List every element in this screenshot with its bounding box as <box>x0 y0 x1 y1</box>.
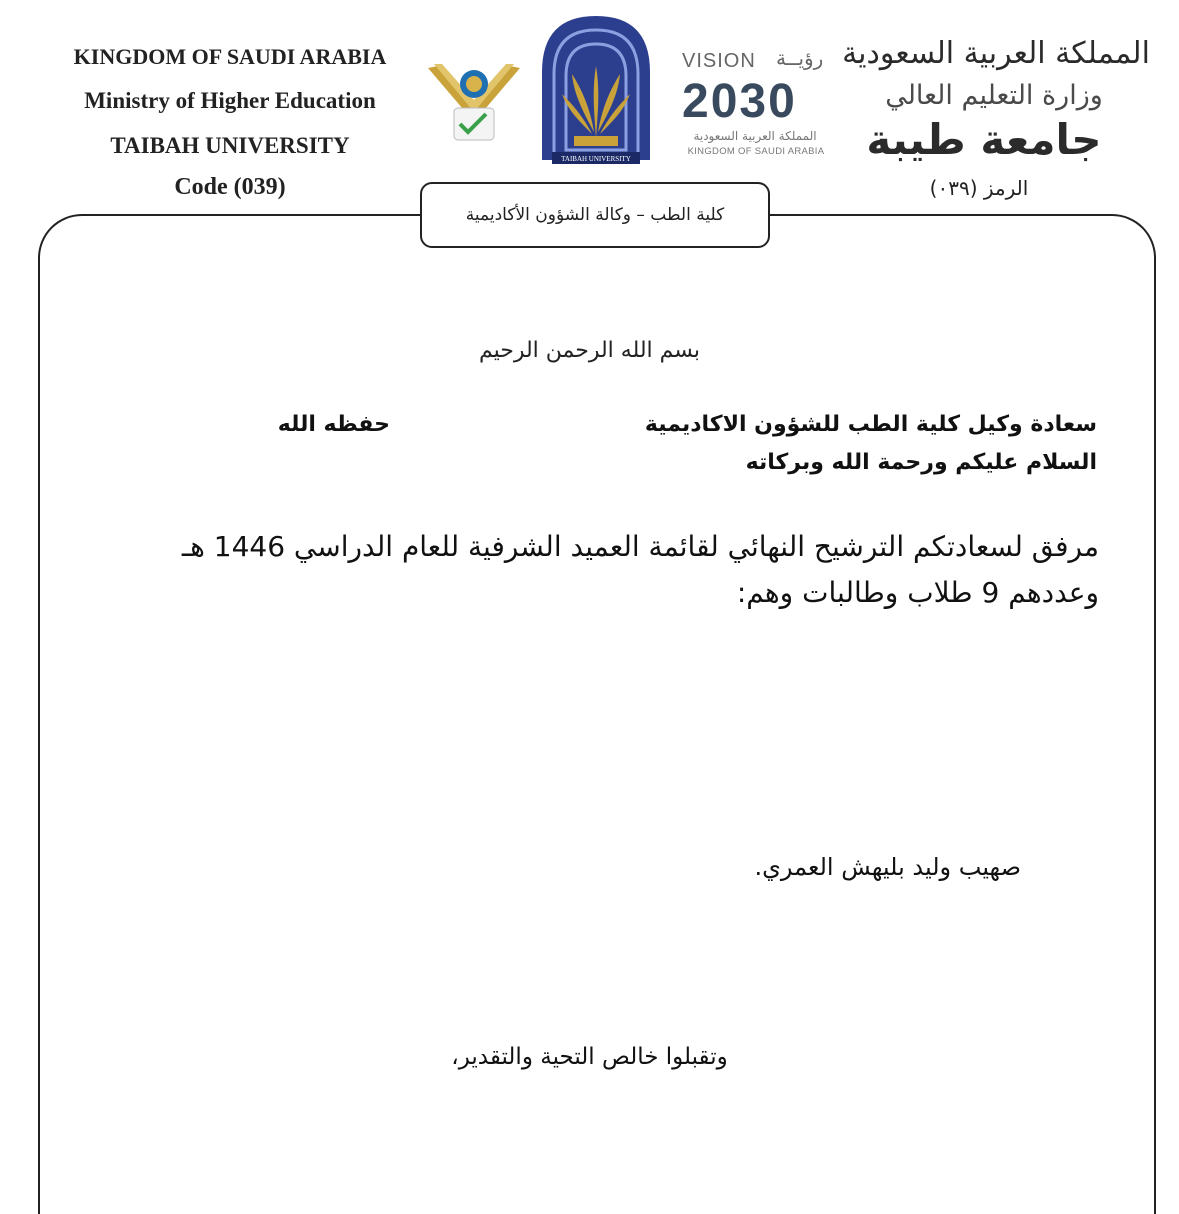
header-ar-kingdom: المملكة العربية السعودية <box>842 36 1150 71</box>
letter-closing: وتقبلوا خالص التحية والتقدير، <box>451 1044 728 1070</box>
letter-blessing: حفظه الله <box>277 412 390 437</box>
header-ar-code: الرمز (٠٣٩) <box>929 176 1029 200</box>
letter-addressee: سعادة وكيل كلية الطب للشؤون الاكاديمية <box>644 412 1097 437</box>
vision-2030-logo <box>680 46 840 166</box>
vision-ar-label: رؤيــة <box>776 46 824 70</box>
vision-en-subtitle: KINGDOM OF SAUDI ARABIA <box>687 146 825 157</box>
header-ar-university: جامعة طيبة <box>866 115 1102 164</box>
vision-number: 2030 <box>682 75 797 128</box>
header-en-university: TAIBAH UNIVERSITY <box>110 133 350 158</box>
ministry-emblem-logo <box>426 60 522 146</box>
taibah-university-logo <box>534 10 658 166</box>
header-en-ministry: Ministry of Higher Education <box>84 88 376 113</box>
letter-greeting: السلام عليكم ورحمة الله وبركاته <box>745 450 1097 475</box>
header-en-code: Code (039) <box>174 174 286 200</box>
basmala: بسم الله الرحمن الرحيم <box>478 338 701 363</box>
vision-en-label: VISION <box>682 50 756 72</box>
taibah-logo-text: TAIBAH UNIVERSITY <box>561 155 631 163</box>
department-label: كلية الطب – وكالة الشؤون الأكاديمية <box>420 182 770 248</box>
letter-paragraph: مرفق لسعادتكم الترشيح النهائي لقائمة العميد الشرفية للعام الدراسي 1446 هـ وعددهم 9 طلاب وطالبات وهم: <box>181 530 1099 609</box>
vision-ar-subtitle: المملكة العربية السعودية <box>693 129 817 143</box>
header-ar-ministry: وزارة التعليم العالي <box>885 80 1103 111</box>
student-name: صهيب وليد بليهش العمري. <box>754 853 1021 881</box>
header-en-kingdom: KINGDOM OF SAUDI ARABIA <box>73 44 387 69</box>
